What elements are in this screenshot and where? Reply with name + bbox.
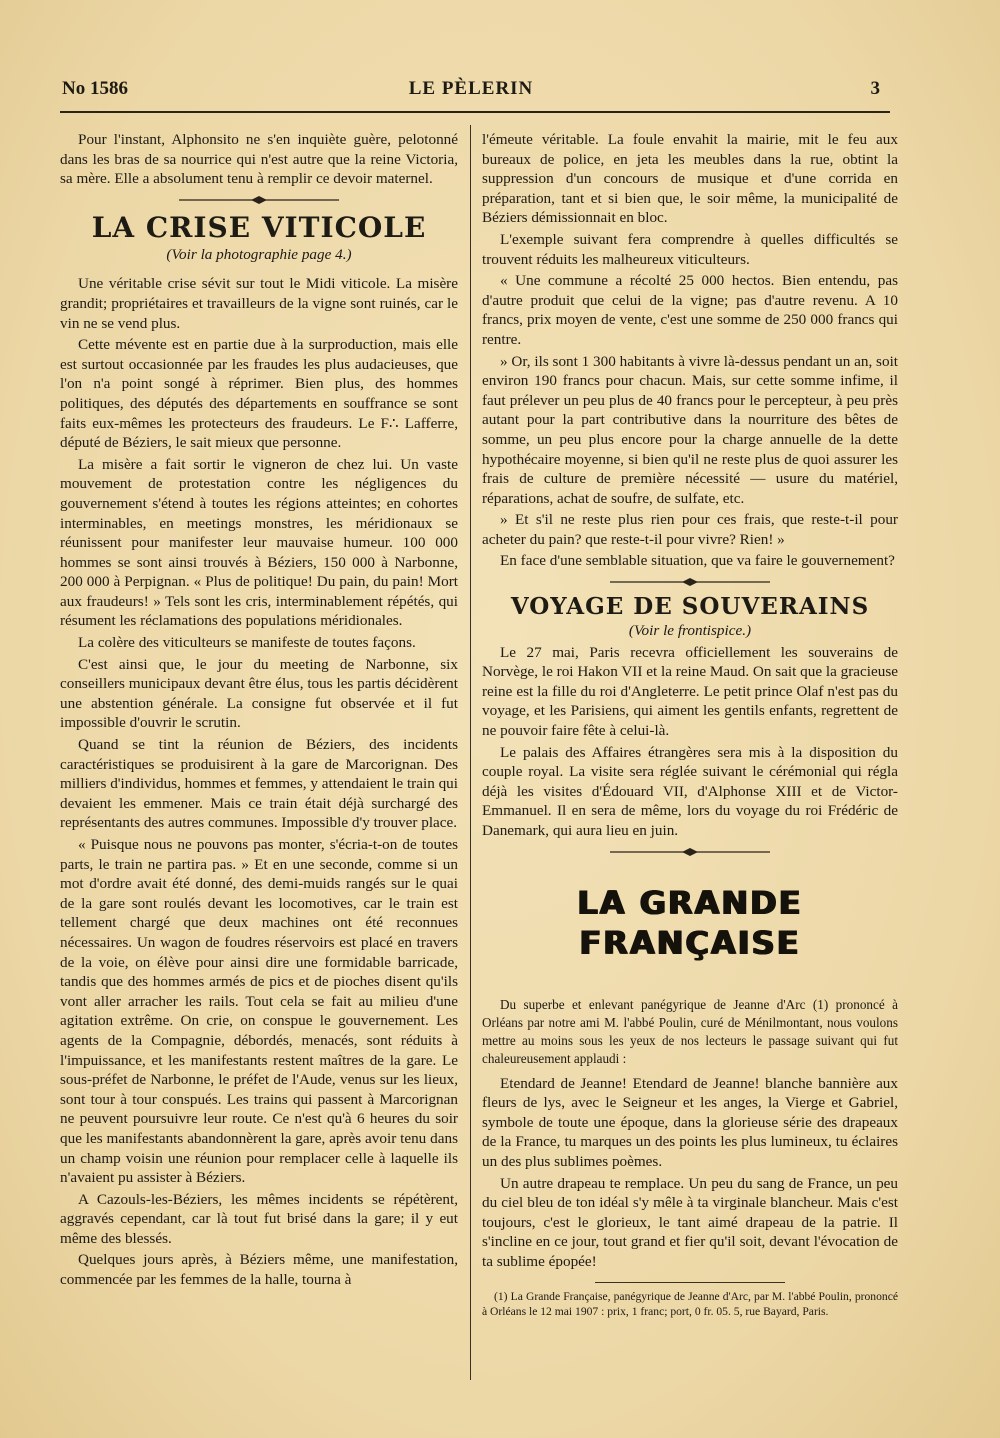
paragraph: Cette mévente est en partie due à la surproduction, mais elle est surtout occasionnée par les fraudes les plus audacieuses, que l'on n'a point songé à réprimer. Bien plus, des hommes politiques, des députés des départements en souffrance se sont faits eux-mêmes les protecteurs des fraudeurs. Le F∴ Lafferre, député de Béziers, le sait mieux que personne. xyxy=(60,336,458,452)
column-divider xyxy=(470,125,471,1380)
paragraph: « Une commune a récolté 25 000 hectos. Bien entendu, pas d'autre produit que celui de la vigne; pas d'autre revenu. A 10 francs, prix moyen de vente, c'est une somme de 250 000 francs qui rentre. xyxy=(482,272,898,348)
footnote-rule xyxy=(595,1282,785,1283)
paragraph: Le palais des Affaires étrangères sera mis à la disposition du couple royal. La visite sera réglée suivant le cérémonial qui régla déjà les visites d'Édouard VII, d'Alphonse XIII et de Victor-Emmanuel. Il en sera de même, lors du voyage du roi Frédéric de Danemark, qui aura lieu en juin. xyxy=(482,743,898,839)
paragraph: C'est ainsi que, le jour du meeting de Narbonne, six conseillers municipaux devant être élus, tous les partis décidèrent une abstention générale. La consigne fut observée et il fut impossible d'ouvrir le scrutin. xyxy=(60,655,458,732)
left-column xyxy=(60,130,458,1292)
article-subtitle: (Voir le frontispice.) xyxy=(628,622,752,640)
paragraph: A Cazouls-les-Béziers, les mêmes incidents se répétèrent, aggravés cependant, car là tout fut brisé dans la gare; il y eut même des blessés. xyxy=(60,1190,458,1247)
ornament-divider xyxy=(179,195,339,205)
paragraph: Pour l'instant, Alphonsito ne s'en inquiète guère, pelotonné dans les bras de sa nourrice qui n'est autre que la reine Victoria, sa mère. Elle a absolument tenu à remplir ce devoir maternel. xyxy=(60,131,458,188)
paragraph: Un autre drapeau te remplace. Un peu du sang de France, un peu du ciel bleu de ton idéal s'y mêle à ta virginale blancheur. Mais c'est toujours, c'est le glorieux, le tant aimé drapeau de la patrie. Il s'incline en ce jour, tout grand et fier qu'il soit, devant l'évocation de ta sublime épopée! xyxy=(482,1174,898,1271)
paragraph: Etendard de Jeanne! Etendard de Jeanne! blanche bannière aux fleurs de lys, avec le Seigneur et les anges, la Vierge et Gabriel, symbole de toute une époque, dans la glorieuse série des drapeaux de la France, tu marques un des points les plus lumineux, tu éclaires un des plus sublimes poèmes. xyxy=(482,1074,898,1171)
issue-number: No 1586 xyxy=(62,78,128,99)
paragraph: La misère a fait sortir le vigneron de chez lui. Un vaste mouvement de protestation contre les négligences du gouvernement s'étend à toutes les régions atteintes; en cohortes interminables, en meetings monstres, les méridionaux se réunissent pour manifester leur mauvaise humeur. 100 000 hommes se sont ainsi trouvés à Béziers, 150 000 à Narbonne, 200 000 à Perpignan. « Plus de politique! Du pain, du pain! Mort aux fraudeurs! » Tels sont les cris, interminablement répétés, qui résument les réclamations des populations méridionales. xyxy=(60,455,458,630)
header-rule xyxy=(60,111,890,113)
article-title: LA GRANDE FRANÇAISE xyxy=(577,884,803,963)
article-subtitle: (Voir la photographie page 4.) xyxy=(166,245,352,263)
paragraph: La colère des viticulteurs se manifeste de toutes façons. xyxy=(78,634,416,652)
page-header xyxy=(62,78,880,104)
ornament-divider xyxy=(610,577,770,587)
page-number: 3 xyxy=(870,78,880,99)
intro-paragraph: Du superbe et enlevant panégyrique de Jeanne d'Arc (1) prononcé à Orléans par notre ami M. l'abbé Poulin, curé de Ménilmontant, nous voulons mettre au moins sous les yeux de nos lecteurs le passage suivant qui fut chaleureusement applaudi : xyxy=(482,996,898,1066)
newspaper-title: LE PÈLERIN xyxy=(408,78,534,99)
paragraph: En face d'une semblable situation, que va faire le gouvernement? xyxy=(500,552,895,570)
article-title: LA CRISE VITICOLE xyxy=(91,210,427,244)
paragraph: » Or, ils sont 1 300 habitants à vivre là-dessus pendant un an, soit environ 190 francs pour chacun. Mais, sur cette somme infime, il faut prélever un peu plus de 40 francs pour le percepteur, à peu près autant pour la part contributive dans la nourriture des bêtes de somme, un peu plus encore pour la charge annuelle de la dette hypothécaire moyenne, si bien qu'il ne reste plus de quoi assurer les frais de culture de première nécessité — usure du matériel, réparations, achat de soufre, de sulfate, etc. xyxy=(482,352,899,507)
paragraph: » Et s'il ne reste plus rien pour ces frais, que reste-t-il pour acheter du pain? que reste-t-il pour vivre? Rien! » xyxy=(482,511,898,548)
paragraph: Quelques jours après, à Béziers même, une manifestation, commencée par les femmes de la halle, tourna à xyxy=(60,1251,458,1289)
footnote: (1) La Grande Française, panégyrique de Jeanne d'Arc, par M. l'abbé Poulin, prononcé à Orléans le 12 mai 1907 : prix, 1 franc; port, 0 fr. 05. 5, rue Bayard, Paris. xyxy=(482,1289,898,1318)
paragraph: Le 27 mai, Paris recevra officiellement les souverains de Norvège, le roi Hakon VII et la reine Maud. On sait que la gracieuse reine est la fille du roi d'Angleterre. Le petit prince Olaf n'est pas du voyage, et les Parisiens, qui aiment les gentils enfants, regrettent de ne pouvoir faire fête à celui-là. xyxy=(482,643,898,740)
ornament-divider xyxy=(610,847,770,857)
paragraph: « Puisque nous ne pouvons pas monter, s'écria-t-on de toutes parts, le train ne partira pas. » Et en une seconde, comme si un mot d'ordre avait été donné, des demi-muids rangés sur le quai de la gare sont roulés devant les locomotives, car le train est tellement chargé que deux machines ont été reconnues nécessaires. Un wagon de foudres réservoirs est placé en travers de la voie, on élève pour ainsi dire une formidable barricade, tandis que des hommes armés de pics et de pioches disent qu'ils vont aller arracher les rails. Tout cela se fait au milieu d'une agitation extrême. On crie, on conspue le gouvernement. Les agents de la Compagnie, débordés, menacés, sont réduits à l'impuissance, et les manifestants restent maîtres de la gare. Le sous-préfet de Narbonne, le préfet de l'Aude, venus sur les lieux, sont tour à tour conspués. Les trains qui passent à Marcorignan ne peuvent poursuivre leur route. Ce n'est qu'à 6 heures du soir que les manifestants abandonnèrent la gare, après avoir tenu dans un champ voisin une réunion pour remplacer celle à laquelle ils n'avaient pu assister à Béziers. xyxy=(60,836,458,1187)
paragraph: l'émeute véritable. La foule envahit la mairie, mit le feu aux bureaux de police, en jeta les meubles dans la rue, obtint la suppression d'un concours de musique et d'une corrida en préparation, tant et si bien que, le soir même, la municipalité de Béziers démissionnait en bloc. xyxy=(482,131,898,227)
paragraph: L'exemple suivant fera comprendre à quelles difficultés se trouvent réduits les malheureux viticulteurs. xyxy=(482,230,898,268)
right-column xyxy=(482,130,898,1321)
article-title: VOYAGE DE SOUVERAINS xyxy=(510,593,870,621)
paragraph: Quand se tint la réunion de Béziers, des incidents caractéristiques se produisirent à la gare de Marcorignan. Des milliers d'individus, hommes et femmes, y attendaient le train qui devaient les emmener. Mais ce train était déjà surchargé des représentants des autres communes. Impossible d'y trouver place. xyxy=(60,736,458,832)
paragraph: Une véritable crise sévit sur tout le Midi viticole. La misère grandit; propriétaires et travailleurs de la vigne sont ruinés, car le vin ne se vend plus. xyxy=(60,275,458,332)
